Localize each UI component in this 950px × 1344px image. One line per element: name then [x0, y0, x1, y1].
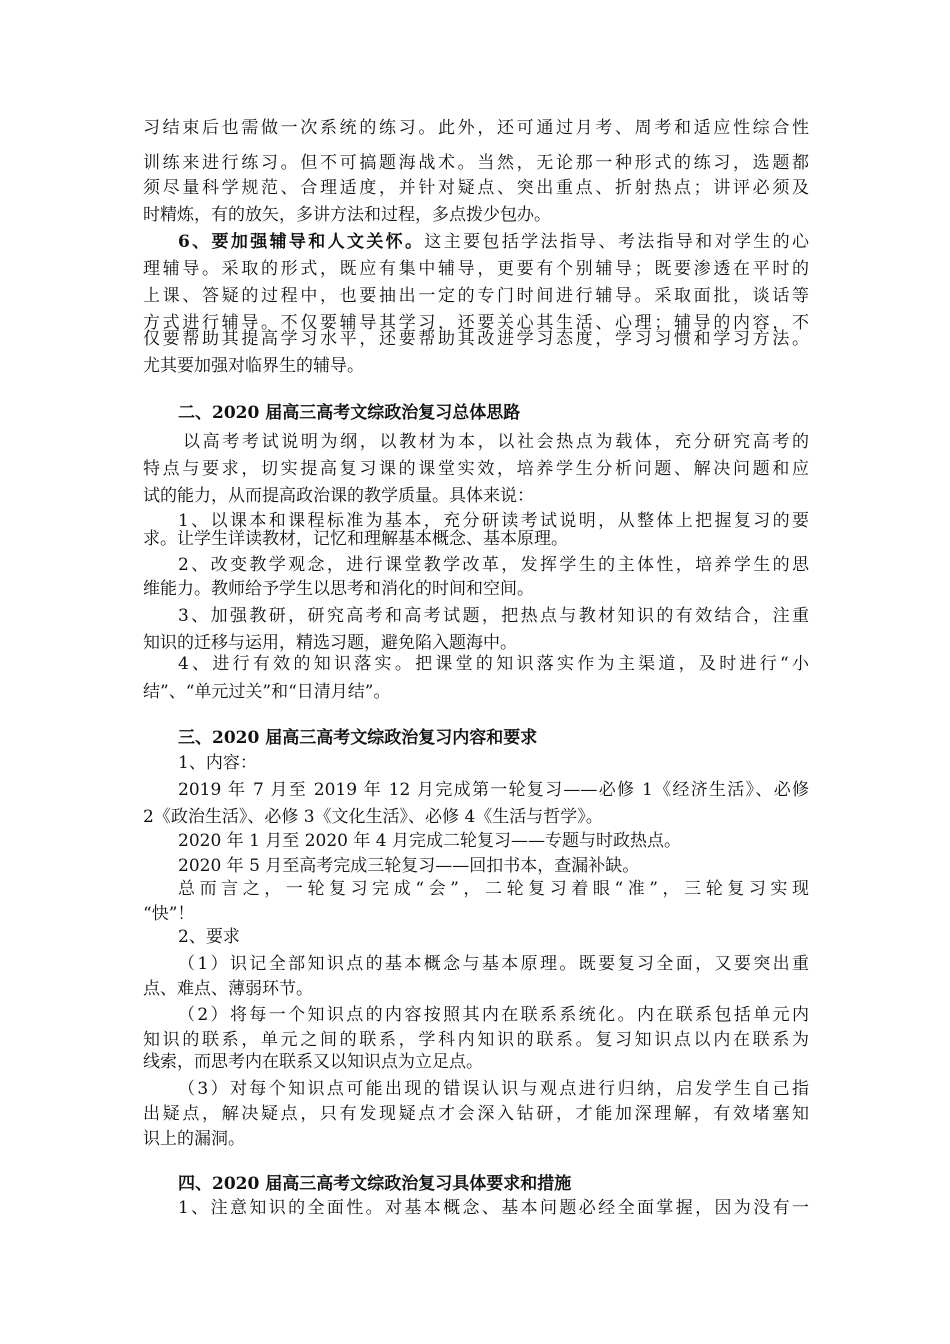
- text-line: 习结束后也需做一次系统的练习。此外，还可通过月考、周考和适应性综合性: [143, 118, 809, 138]
- text-line: 1、以课本和课程标准为基本，充分研读考试说明，从整体上把握复习的要: [178, 511, 809, 531]
- paragraph-6-first-line: [143, 230, 809, 254]
- text-line: 2020 年 1 月至 2020 年 4 月完成二轮复习——专题与时政热点。: [178, 831, 681, 851]
- text-line: （2）将每一个知识点的内容按照其内在联系系统化。内在联系包括单元内: [178, 1005, 809, 1025]
- text-line: 结”、“单元过关”和“日清月结”。: [143, 682, 391, 702]
- text-line: 2020 年 5 月至高考完成三轮复习——回扣书本，查漏补缺。: [178, 856, 640, 876]
- text-line: 上课、答疑的过程中，也要抽出一定的专门时间进行辅导。采取面批，谈话等: [143, 286, 809, 306]
- text-line: 须尽量科学规范、合理适度，并针对疑点、突出重点、折射热点；讲评必须及: [143, 178, 809, 198]
- text-line: 特点与要求，切实提高复习课的课堂实效，培养学生分析问题、解决问题和应: [143, 459, 809, 479]
- text-line: （3）对每个知识点可能出现的错误认识与观点进行归纳，启发学生自己指: [178, 1079, 809, 1099]
- text-line: 2019 年 7 月至 2019 年 12 月完成第一轮复习——必修 1《经济生活》、必修: [178, 780, 809, 800]
- text-line: 出疑点，解决疑点，只有发现疑点才会深入钻研，才能加深理解，有效堵塞知: [143, 1104, 809, 1124]
- text-line: 维能力。教师给予学生以思考和消化的时间和空间。: [143, 579, 534, 599]
- text-line: 时精炼，有的放矢，多讲方法和过程，多点拨少包办。: [143, 205, 551, 225]
- text-line: 点、难点、薄弱环节。: [143, 979, 313, 999]
- text-line: 这主要包括学法指导、考法指导和对学生的心: [424, 232, 810, 252]
- section-heading-2: 二、2020 届高三高考文综政治复习总体思路: [178, 403, 521, 423]
- text-line: 尤其要加强对临界生的辅导。: [143, 356, 364, 376]
- text-line: 理辅导。采取的形式，既应有集中辅导，更要有个别辅导；既要渗透在平时的: [143, 259, 809, 279]
- text-line: 4、进行有效的知识落实。把课堂的知识落实作为主渠道，及时进行“小: [178, 654, 809, 674]
- section-heading-3: 三、2020 届高三高考文综政治复习内容和要求: [178, 728, 538, 748]
- text-line: “快”！: [143, 904, 195, 924]
- text-line: 识上的漏洞。: [143, 1129, 245, 1149]
- text-line: （1）识记全部知识点的基本概念与基本原理。既要复习全面，又要突出重: [178, 954, 809, 974]
- text-line: 2《政治生活》、必修 3《文化生活》、必修 4《生活与哲学》。: [143, 807, 603, 827]
- section-6-heading: 6、要加强辅导和人文关怀。: [178, 232, 425, 252]
- text-line: 以高考考试说明为纲，以教材为本，以社会热点为载体，充分研究高考的: [183, 432, 809, 452]
- text-line: 训练来进行练习。但不可搞题海战术。当然，无论那一种形式的练习，选题都: [143, 153, 809, 173]
- text-line: 仅要帮助其提高学习水平，还要帮助其改进学习态度，学习习惯和学习方法。: [143, 329, 809, 349]
- text-line: 2、要求: [178, 927, 240, 947]
- text-line: 试的能力，从而提高政治课的教学质量。具体来说：: [143, 486, 534, 506]
- text-line: 2、改变教学观念，进行课堂教学改革，发挥学生的主体性，培养学生的思: [178, 555, 809, 575]
- text-line: 1、内容：: [178, 753, 257, 773]
- text-line: 知识的迁移与运用，精选习题，避免陷入题海中。: [143, 633, 517, 653]
- text-line: 方式进行辅导。不仅要辅导其学习，还要关心其生活、心理；辅导的内容，不: [143, 313, 809, 333]
- text-line: 1、注意知识的全面性。对基本概念、基本问题必经全面掌握，因为没有一: [178, 1198, 809, 1218]
- text-line: 求。让学生详读教材，记忆和理解基本概念、基本原理。: [143, 529, 568, 549]
- text-line: 知识的联系，单元之间的联系，学科内知识的联系。复习知识点以内在联系为: [143, 1030, 809, 1050]
- text-line: 3、加强教研，研究高考和高考试题，把热点与教材知识的有效结合，注重: [178, 606, 809, 626]
- section-heading-4: 四、2020 届高三高考文综政治复习具体要求和措施: [178, 1174, 572, 1194]
- text-line: 总而言之，一轮复习完成“会”，二轮复习着眼“准”，三轮复习实现: [178, 879, 809, 899]
- text-line: 线索，而思考内在联系又以知识点为立足点。: [143, 1052, 483, 1072]
